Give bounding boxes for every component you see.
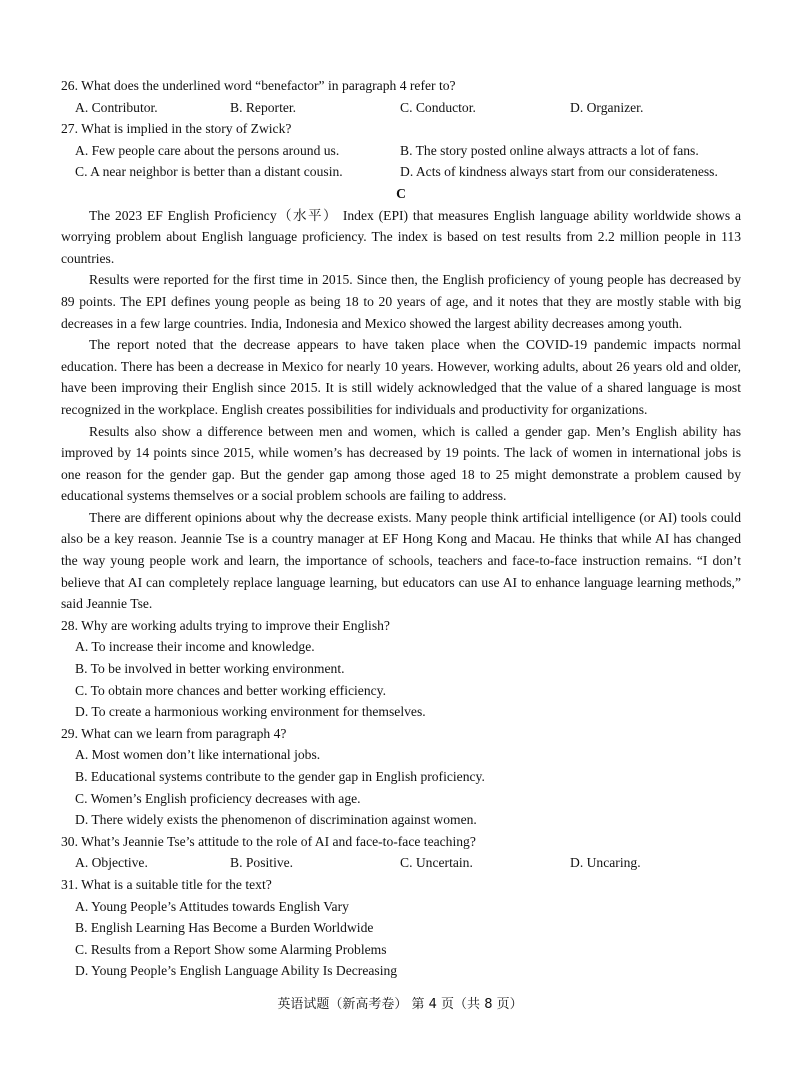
question-26-stem: 26. What does the underlined word “benefactor” in paragraph 4 refer to?	[61, 78, 456, 93]
q29-option-d: D. There widely exists the phenomenon of discrimination against women.	[75, 812, 477, 828]
question-27-options-row1	[61, 140, 741, 162]
q30-option-d: D. Uncaring.	[570, 855, 641, 871]
passage-paragraph: The 2023 EF English Proficiency（水平） Index (EPI) that measures English language ability worldwide shows a worrying problem about English language proficiency. The index is based on test results from 2.2 million people in 113 countries.	[61, 207, 741, 266]
q26-option-a: A. Contributor.	[75, 99, 158, 115]
passage-paragraph: Results were reported for the first time in 2015. Since then, the English proficiency of young people has decreased by 89 points. The EPI defines young people as being 18 to 20 years of age, and it notes that they are mostly stable with big decreases in a few large countries. India, Indonesia and Mexico showed the largest ability decreases among youth.	[61, 272, 741, 331]
passage-paragraph: There are different opinions about why the decrease exists. Many people think artificial intelligence (or AI) tools could also be a key reason. Jeannie Tse is a country manager at EF Hong Kong and Macau. He thinks that while AI has changed the way young people work and learn, the importance of schools, teachers and face-to-face instruction remains. “I don’t believe that AI can completely replace language learning, but educators can use AI to enhance language learning methods,” said Jeannie Tse.	[61, 509, 741, 612]
q28-option-a: A. To increase their income and knowledge.	[75, 639, 315, 655]
passage-paragraph: The report noted that the decrease appears to have taken place when the COVID-19 pandemic impacts normal education. There has been a decrease in Mexico for nearly 10 years. However, working adults, about 26 years old and older, have been improving their English since 2015. It is still widely acknowledged that the value of a shared language is most recognized in the workplace. English creates possibilities for individuals and productivity for organizations.	[61, 337, 741, 417]
q27-option-a: A. Few people care about the persons around us.	[75, 142, 340, 158]
q31-option-c: C. Results from a Report Show some Alarming Problems	[75, 941, 387, 957]
q26-option-d: D. Organizer.	[570, 99, 644, 115]
q29-option-a: A. Most women don’t like international jobs.	[75, 747, 321, 763]
page-footer: 英语试题（新高考卷） 第 4 页（共 8 页）	[277, 997, 523, 1012]
question-28-stem: 28. Why are working adults trying to improve their English?	[61, 617, 390, 633]
question-27-stem: 27. What is implied in the story of Zwick?	[61, 121, 292, 137]
question-30-stem: 30. What’s Jeannie Tse’s attitude to the role of AI and face-to-face teaching?	[61, 833, 476, 849]
q27-option-d: D. Acts of kindness always start from our considerateness.	[400, 164, 718, 180]
q28-option-d: D. To create a harmonious working environment for themselves.	[75, 704, 426, 720]
question-29-stem: 29. What can we learn from paragraph 4?	[61, 725, 287, 741]
question-27-options-row2	[61, 161, 741, 183]
q27-option-c: C. A near neighbor is better than a distant cousin.	[75, 164, 343, 180]
exam-page	[61, 75, 741, 982]
q29-option-c: C. Women’s English proficiency decreases with age.	[75, 790, 361, 806]
q26-option-b: B. Reporter.	[230, 99, 297, 115]
question-30-options	[61, 852, 741, 874]
passage-label: C	[396, 185, 406, 201]
q26-option-c: C. Conductor.	[400, 99, 476, 115]
q31-option-d: D. Young People’s English Language Ability Is Decreasing	[75, 963, 398, 979]
q30-option-b: B. Positive.	[230, 855, 294, 871]
q28-option-b: B. To be involved in better working environment.	[75, 661, 345, 677]
q31-option-a: A. Young People’s Attitudes towards English Vary	[75, 898, 349, 914]
q27-option-b: B. The story posted online always attracts a lot of fans.	[400, 142, 699, 158]
q31-option-b: B. English Learning Has Become a Burden Worldwide	[75, 920, 374, 936]
question-26-options	[61, 97, 741, 119]
q30-option-a: A. Objective.	[75, 855, 148, 871]
passage-paragraph: Results also show a difference between men and women, which is called a gender gap. Men’s English ability has improved by 14 points since 2015, while women’s has decreased by 19 points. The lack of women in international jobs is one reason for the gender gap. But the gender gap among those aged 18 to 25 might demonstrate a problem caused by educational systems themselves or a social problem schools are failing to address.	[61, 423, 741, 504]
q29-option-b: B. Educational systems contribute to the gender gap in English proficiency.	[75, 769, 485, 784]
q30-option-c: C. Uncertain.	[400, 855, 473, 871]
question-31-stem: 31. What is a suitable title for the text?	[61, 876, 272, 892]
q28-option-c: C. To obtain more chances and better working efficiency.	[75, 682, 386, 698]
